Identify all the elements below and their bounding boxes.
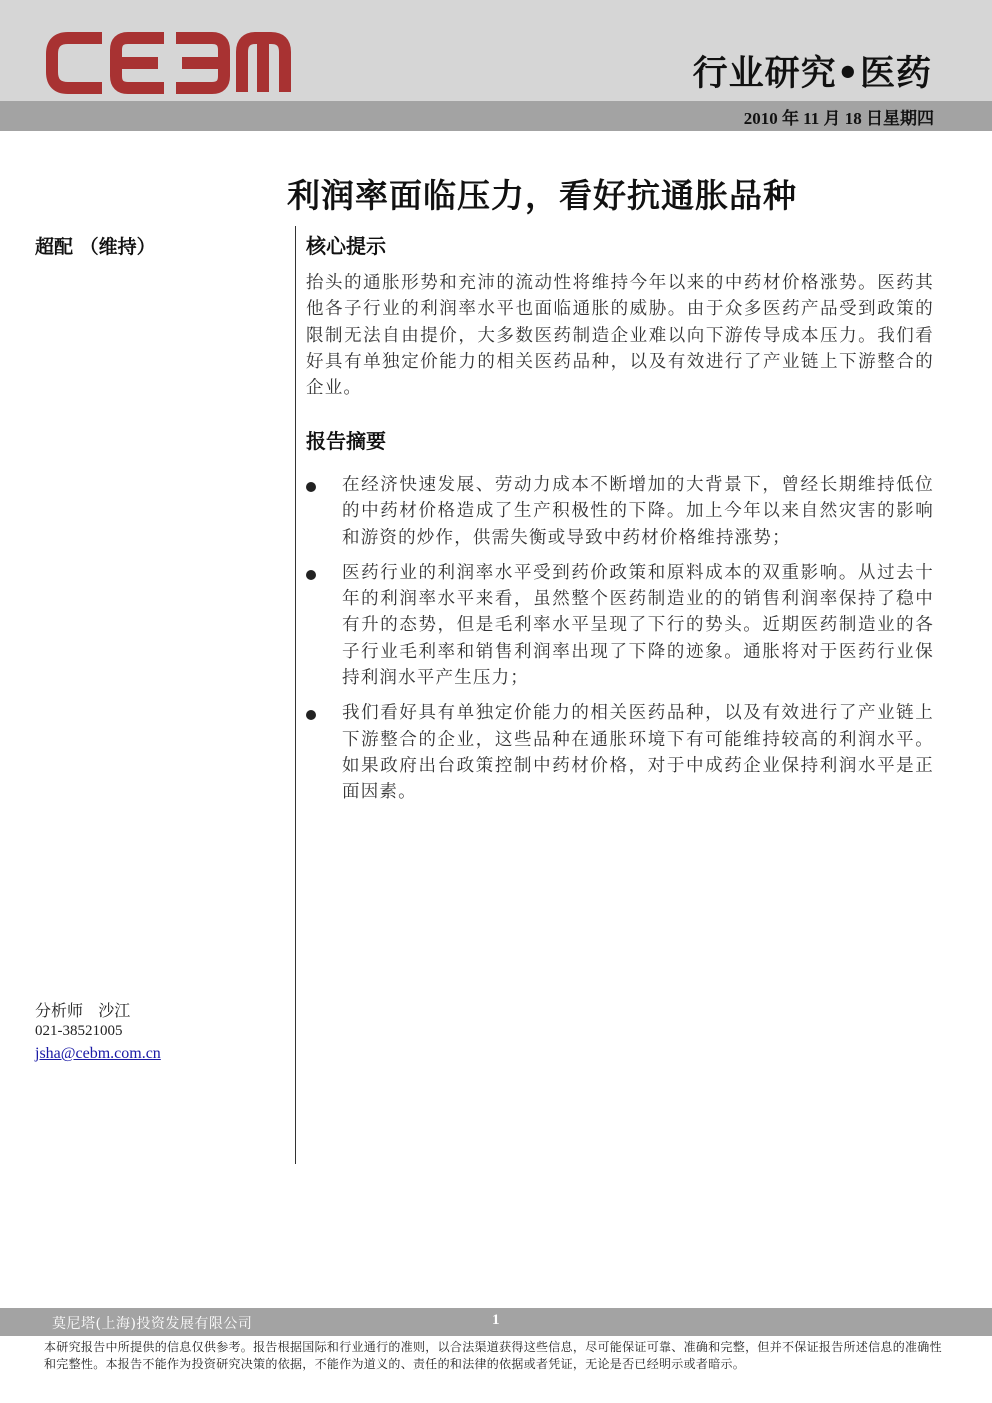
column-divider xyxy=(295,226,296,1164)
rating-label: 超配 （维持） xyxy=(35,236,156,258)
bullet-icon xyxy=(306,710,316,720)
summary-list xyxy=(306,472,934,815)
report-title: 利润率面临压力，看好抗通胀品种 xyxy=(287,176,797,215)
summary-item-text: 我们看好具有单独定价能力的相关医药品种，以及有效进行了产业链上下游整合的企业，这些品种在通胀环境下有可能维持较高的利润水平。如果政府出台政策控制中药材价格，对于中成药企业保持利润水平是正面因素。 xyxy=(342,703,934,803)
bullet-icon xyxy=(306,570,316,580)
summary-item-text: 在经济快速发展、劳动力成本不断增加的大背景下，曾经长期维持低位的中药材价格造成了生产积极性的下降。加上今年以来自然灾害的影响和游资的炒作，供需失衡或导致中药材价格维持涨势； xyxy=(342,475,934,548)
summary-item-text: 医药行业的利润率水平受到药价政策和原料成本的双重影响。从过去十年的利润率水平来看，虽然整个医药制造业的的销售利润率保持了稳中有升的态势，但是毛利率水平呈现了下行的势头。近期医药制造业的各子行业毛利率和销售利润率出现了下降的迹象。通胀将对于医药行业保持利润水平产生压力； xyxy=(342,562,934,689)
page-number: 1 xyxy=(492,1312,500,1328)
bullet-icon xyxy=(306,482,316,492)
analyst-line xyxy=(35,1000,161,1021)
disclaimer-text: 本研究报告中所提供的信息仅供参考。报告根据国际和行业通行的准则，以合法渠道获得这些信息，尽可能保证可靠、准确和完整，但并不保证报告所述信息的准确性和完整性。本报告不能作为投资研究决策的依据，不能作为道义的、责任的和法律的依据或者凭证，无论是否已经明示或者暗示。 xyxy=(44,1340,942,1371)
summary-item xyxy=(306,472,934,551)
core-tips-text: 抬头的通胀形势和充沛的流动性将维持今年以来的中药材价格涨势。医药其他各子行业的利润率水平也面临通胀的威胁。由于众多医药产品受到政策的限制无法自由提价，大多数医药制造企业难以向下游传导成本压力。我们看好具有单独定价能力的相关医药品种，以及有效进行了产业链上下游整合的企业。 xyxy=(306,273,934,399)
analyst-label: 分析师 xyxy=(35,1001,84,1020)
summary-heading: 报告摘要 xyxy=(306,429,386,453)
summary-item xyxy=(306,700,934,805)
analyst-block xyxy=(35,1000,161,1064)
cebm-logo xyxy=(46,30,291,96)
analyst-phone: 021-38521005 xyxy=(35,1023,123,1039)
analyst-email-link[interactable]: jsha@cebm.com.cn xyxy=(35,1045,161,1062)
section-title: 行业研究•医药 xyxy=(692,54,932,94)
core-tips-heading: 核心提示 xyxy=(306,234,386,258)
summary-item xyxy=(306,560,934,691)
company-name: 莫尼塔(上海)投资发展有限公司 xyxy=(52,1316,253,1332)
report-date: 2010 年 11 月 18 日星期四 xyxy=(743,109,934,128)
analyst-name: 沙江 xyxy=(98,1001,131,1020)
